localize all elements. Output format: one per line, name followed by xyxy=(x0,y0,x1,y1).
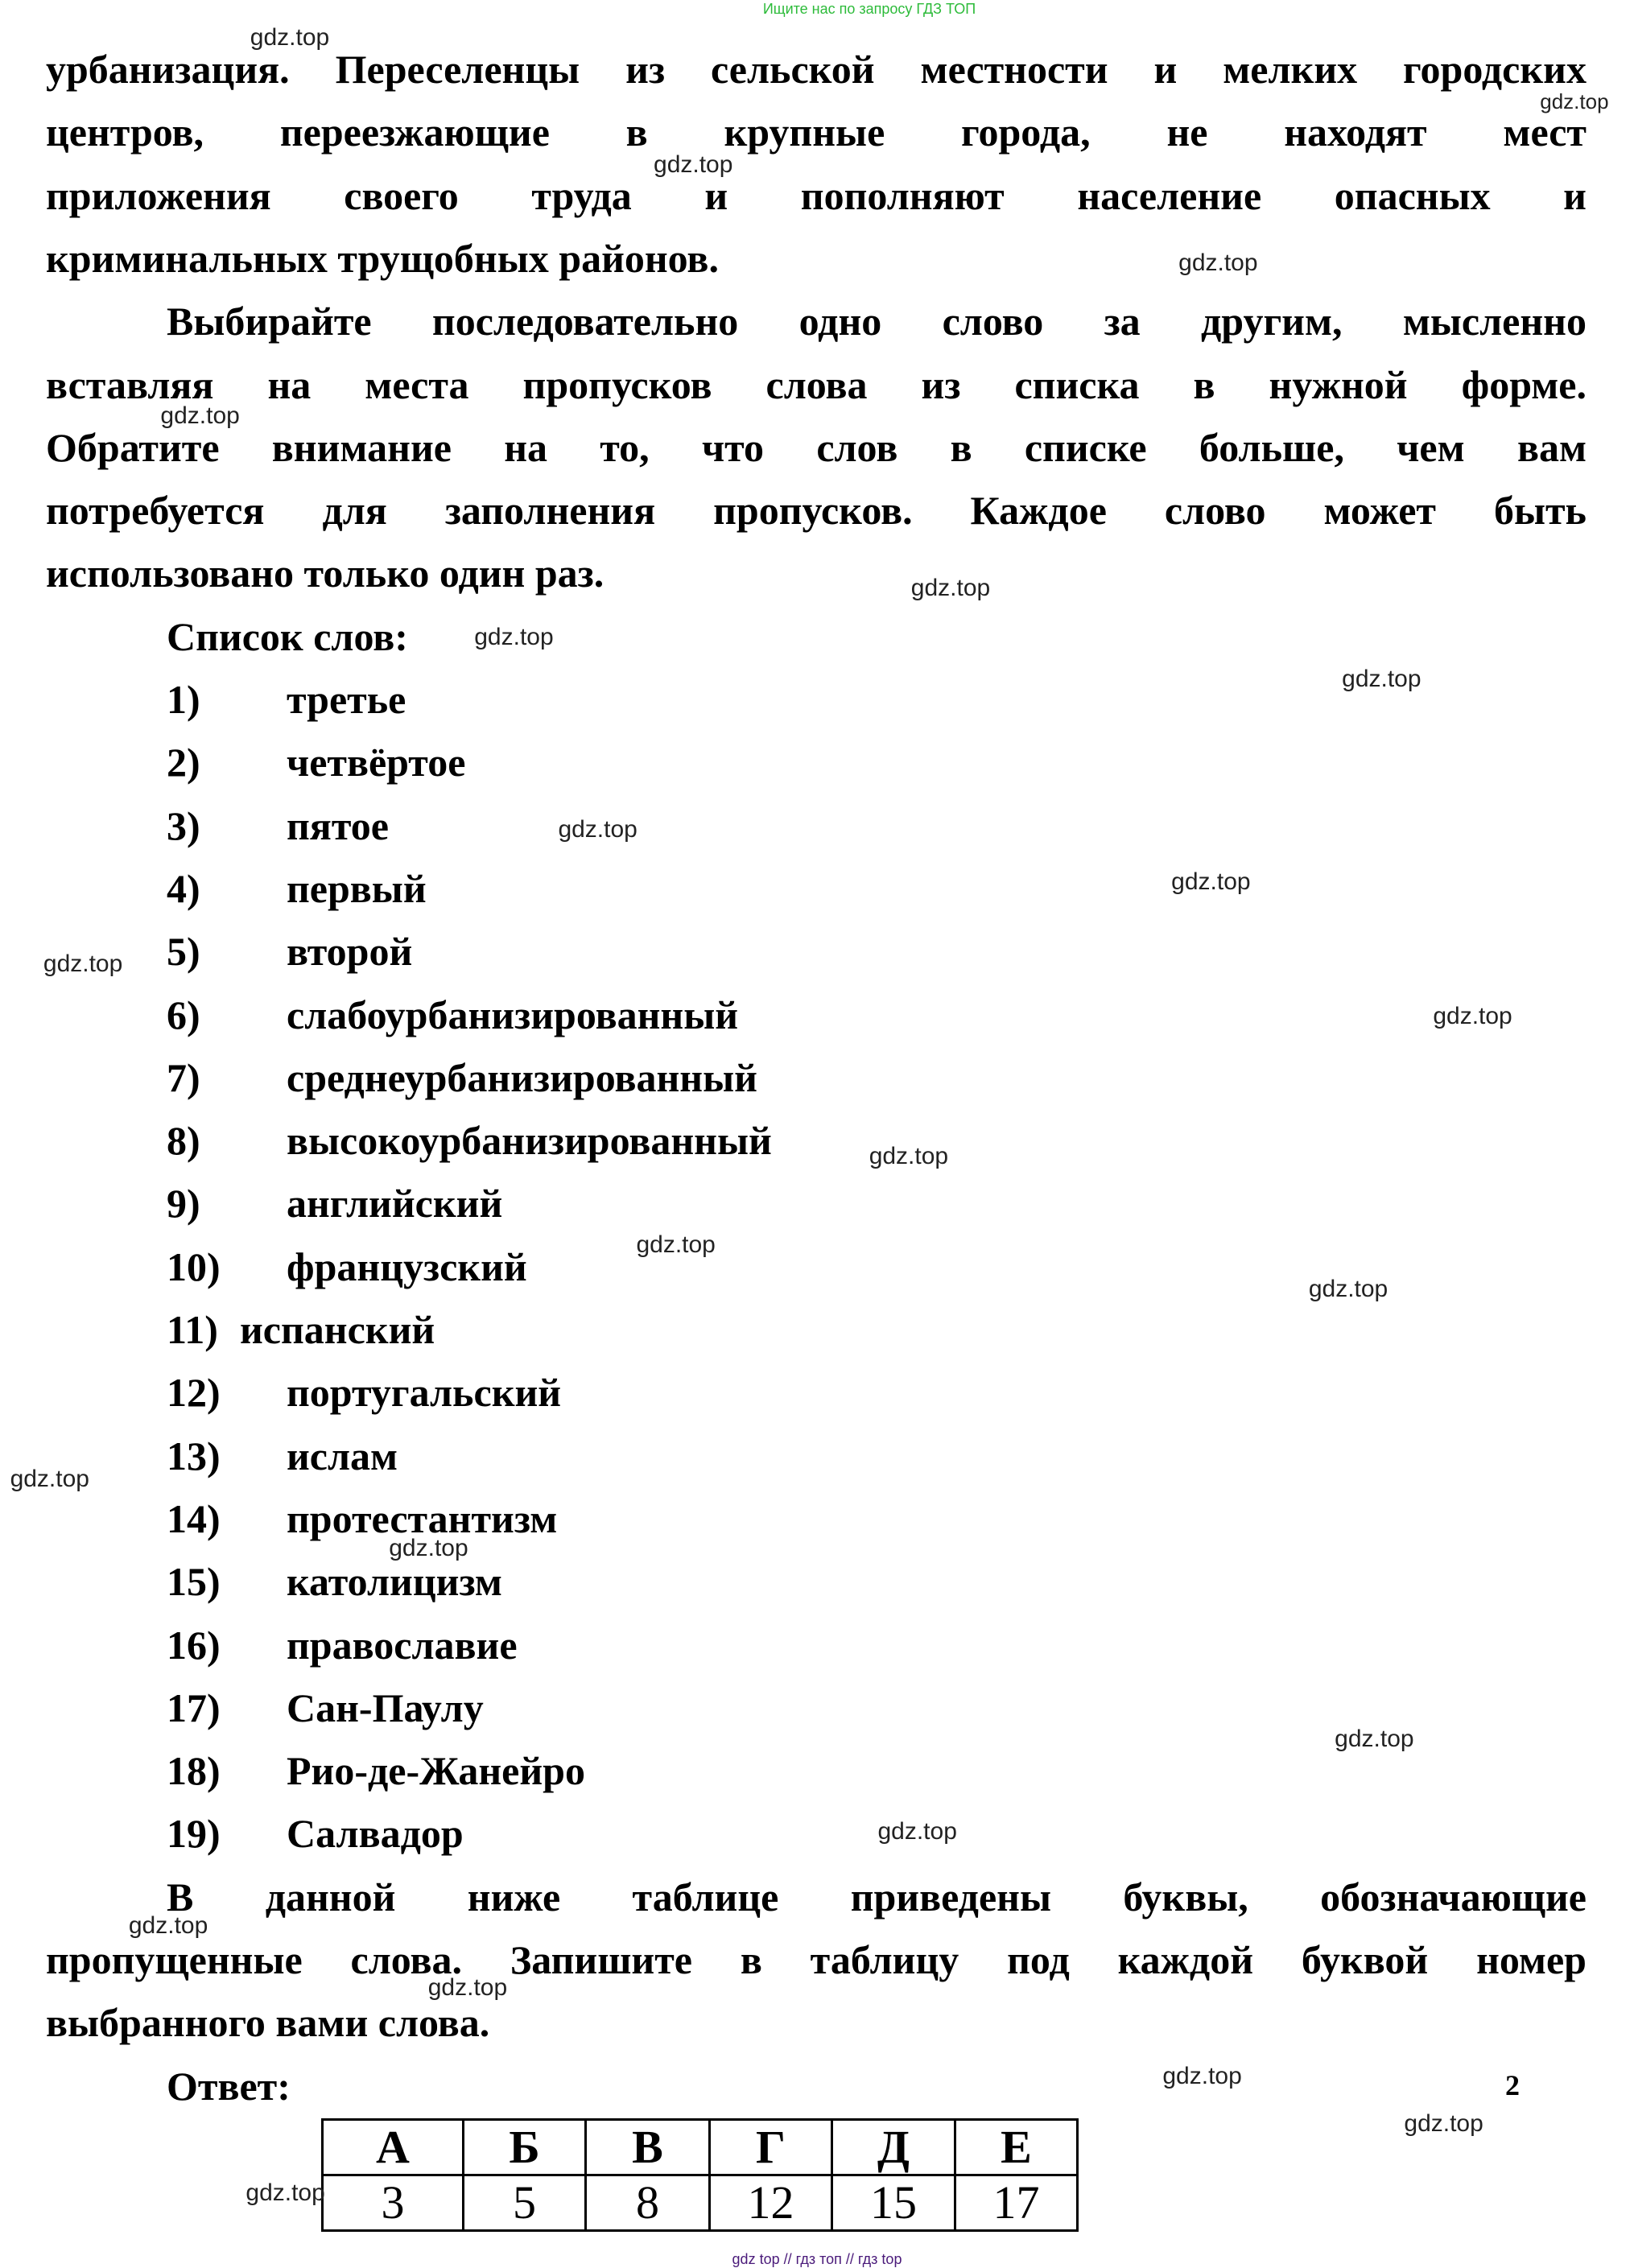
watermark: gdz.top xyxy=(1335,1726,1414,1753)
answer-letter-cell: Д xyxy=(832,2120,955,2175)
word-list-item: Салвадор xyxy=(287,1811,464,1857)
word-list-number: 10) xyxy=(167,1243,221,1289)
word-list-number: 3) xyxy=(167,802,200,848)
answer-label: Ответ: xyxy=(167,2063,291,2109)
watermark: gdz.top xyxy=(250,23,330,51)
word-list-item: Сан-Паулу xyxy=(287,1685,484,1730)
paragraph-line: центров, переезжающие в крупные города, не находят мест xyxy=(46,109,1587,155)
word-list-item: протестантизм xyxy=(287,1495,558,1541)
watermark: gdz.top xyxy=(1171,868,1251,895)
watermark: gdz.top xyxy=(654,151,733,178)
paragraph-line: потребуется для заполнения пропусков. Каждое слово может быть xyxy=(46,488,1587,534)
watermark: gdz.top xyxy=(1540,89,1609,113)
paragraph-line: Обратите внимание на то, что слов в списке больше, чем вам xyxy=(46,424,1587,470)
word-list-number: 8) xyxy=(167,1118,200,1164)
watermark: gdz.top xyxy=(1178,249,1258,276)
paragraph-line: приложения своего труда и пополняют население опасных и xyxy=(46,172,1587,218)
bottom-banner[interactable]: gdz top // гдз топ // гдз top xyxy=(732,2251,902,2267)
word-list-item: английский xyxy=(287,1181,503,1227)
word-list-number: 14) xyxy=(167,1495,221,1541)
watermark: gdz.top xyxy=(558,816,638,843)
word-list-number: 7) xyxy=(167,1054,200,1100)
watermark: gdz.top xyxy=(10,1465,89,1492)
answer-letter-cell: Е xyxy=(955,2120,1078,2175)
watermark: gdz.top xyxy=(636,1231,716,1258)
word-list-title: Список слов: xyxy=(167,613,408,659)
watermark: gdz.top xyxy=(1404,2110,1483,2138)
word-list-item: высокоурбанизированный xyxy=(287,1118,772,1164)
word-list-item: французский xyxy=(287,1243,527,1289)
watermark: gdz.top xyxy=(877,1818,957,1845)
paragraph-line: В данной ниже таблице приведены буквы, обозначающие xyxy=(167,1874,1587,1920)
word-list-item: ислам xyxy=(287,1433,398,1478)
answer-number-cell: 12 xyxy=(710,2175,832,2231)
word-list-item: пятое xyxy=(287,802,389,848)
page-number: 2 xyxy=(1505,2069,1520,2101)
top-banner[interactable]: Ищите нас по запросу ГДЗ ТОП xyxy=(762,1,976,17)
watermark: gdz.top xyxy=(160,402,240,430)
word-list-number: 12) xyxy=(167,1370,221,1416)
word-list-number: 19) xyxy=(167,1811,221,1857)
word-list-number: 11) xyxy=(167,1307,218,1352)
word-list-number: 18) xyxy=(167,1748,221,1794)
answer-letter-cell: Г xyxy=(710,2120,832,2175)
answer-letter-cell: Б xyxy=(464,2120,586,2175)
word-list-number: 16) xyxy=(167,1622,221,1668)
answer-table xyxy=(321,2118,1079,2232)
paragraph-line: пропущенные слова. Запишите в таблицу под каждой буквой номер xyxy=(46,1937,1587,1982)
answer-table-numbers-row xyxy=(323,2175,1078,2231)
word-list-item: среднеурбанизированный xyxy=(287,1054,757,1100)
word-list-number: 17) xyxy=(167,1685,221,1730)
word-list-number: 5) xyxy=(167,929,200,975)
word-list-number: 6) xyxy=(167,992,200,1037)
watermark: gdz.top xyxy=(869,1143,949,1170)
watermark: gdz.top xyxy=(43,950,123,978)
answer-letter-cell: А xyxy=(323,2120,464,2175)
word-list-item: Рио-де-Жанейро xyxy=(287,1748,585,1794)
word-list-number: 2) xyxy=(167,740,200,786)
paragraph-line: использовано только один раз. xyxy=(46,551,604,596)
answer-table-letters-row xyxy=(323,2120,1078,2175)
answer-number-cell: 5 xyxy=(464,2175,586,2231)
word-list-item: католицизм xyxy=(287,1559,502,1605)
word-list-item: третье xyxy=(287,677,406,722)
answer-number-cell: 8 xyxy=(586,2175,710,2231)
paragraph-line: выбранного вами слова. xyxy=(46,2000,490,2046)
watermark: gdz.top xyxy=(910,575,991,602)
paragraph-line: криминальных трущобных районов. xyxy=(46,235,719,281)
watermark: gdz.top xyxy=(427,1974,508,2002)
answer-letter-cell: В xyxy=(586,2120,710,2175)
paragraph-line: вставляя на места пропусков слова из списка в нужной форме. xyxy=(46,361,1587,407)
watermark: gdz.top xyxy=(1308,1276,1388,1303)
watermark: gdz.top xyxy=(246,2179,325,2207)
word-list-item: португальский xyxy=(287,1370,562,1416)
word-list-number: 9) xyxy=(167,1181,200,1227)
word-list-number: 13) xyxy=(167,1433,221,1478)
paragraph-line: урбанизация. Переселенцы из сельской местности и мелких городских xyxy=(46,47,1587,92)
word-list-number: 15) xyxy=(167,1559,221,1605)
word-list-item: православие xyxy=(287,1622,518,1668)
watermark: gdz.top xyxy=(128,1911,208,1939)
word-list-number: 4) xyxy=(167,865,200,911)
word-list-item: слабоурбанизированный xyxy=(287,992,739,1037)
word-list-item: второй xyxy=(287,929,413,975)
word-list-number: 1) xyxy=(167,677,200,722)
answer-number-cell: 3 xyxy=(323,2175,464,2231)
word-list-item: испанский xyxy=(240,1307,435,1352)
watermark: gdz.top xyxy=(1433,1002,1512,1029)
watermark: gdz.top xyxy=(474,624,554,651)
paragraph-line: Выбирайте последовательно одно слово за другим, мысленно xyxy=(167,299,1587,344)
watermark: gdz.top xyxy=(1342,666,1421,693)
answer-number-cell: 17 xyxy=(955,2175,1078,2231)
word-list-item: первый xyxy=(287,865,427,911)
watermark: gdz.top xyxy=(1162,2062,1242,2089)
watermark: gdz.top xyxy=(389,1535,468,1562)
answer-number-cell: 15 xyxy=(832,2175,955,2231)
word-list-item: четвёртое xyxy=(287,740,466,786)
